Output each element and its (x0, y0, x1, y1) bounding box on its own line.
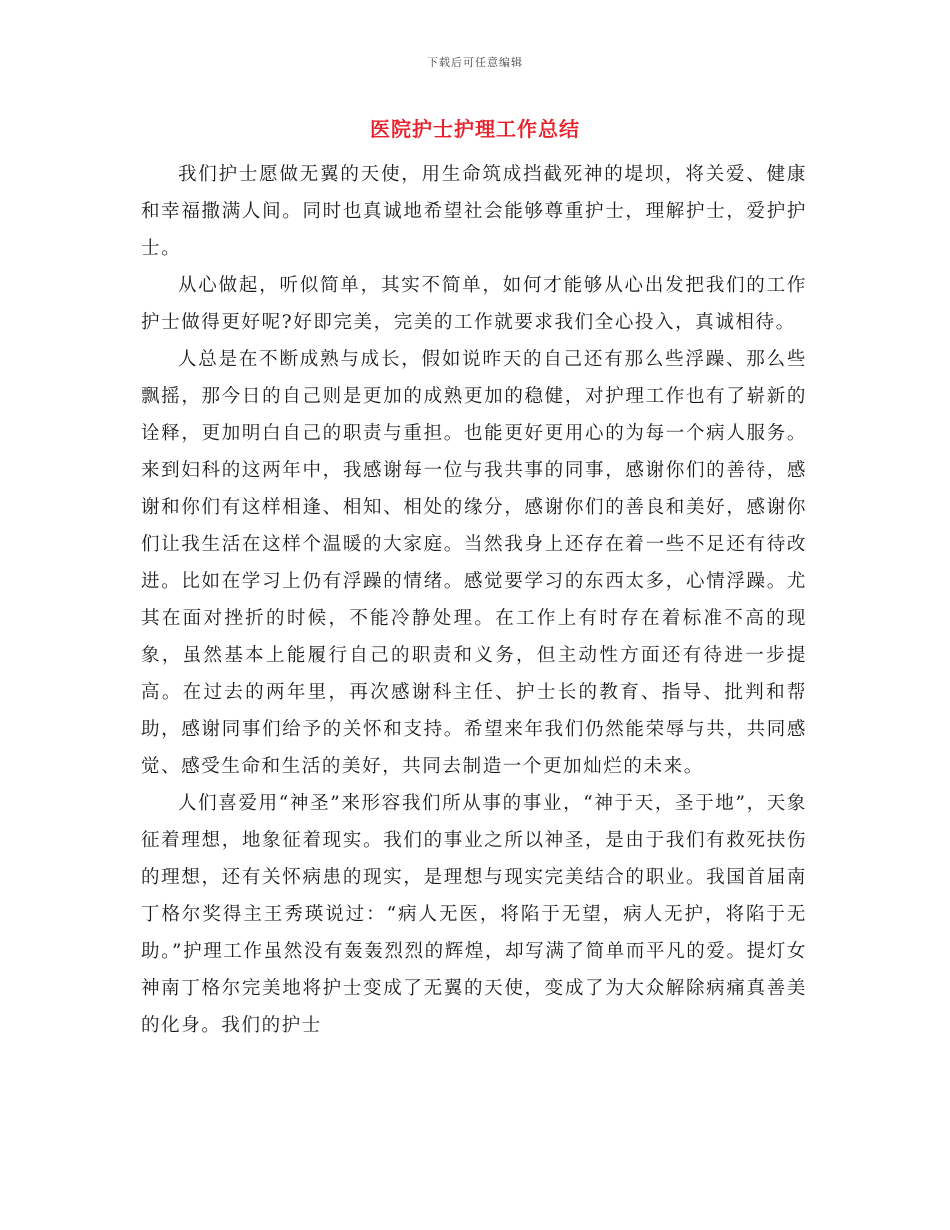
header-note: 下载后可任意编辑 (427, 56, 523, 69)
paragraph-1: 我们护士愿做无翼的天使，用生命筑成挡截死神的堤坝，将关爱、健康和幸福撒满人间。同时也真诚地希望社会能够尊重护士，理解护士，爱护护士。 (141, 164, 807, 259)
document-body (141, 156, 807, 1044)
paragraph-4: 人们喜爱用“神圣”来形容我们所从事的事业，“神于天，圣于地”，天象征着理想，地象征着现实。我们的事业之所以神圣，是由于我们有救死扶伤的理想，还有关怀病患的现实，是理想与现实完美结合的职业。我国首届南丁格尔奖得主王秀瑛说过：“病人无医，将陷于无望，病人无护，将陷于无助。”护理工作虽然没有轰轰烈烈的辉煌，却写满了简单而平凡的爱。提灯女神南丁格尔完美地将护士变成了无翼的天使，变成了为大众解除病痛真善美的化身。我们的护士 (141, 793, 807, 1036)
document-title: 医院护士护理工作总结 (370, 117, 580, 141)
paragraph-3: 人总是在不断成熟与成长，假如说昨天的自己还有那么些浮躁、那么些飘摇，那今日的自己则是更加的成熟更加的稳健，对护理工作也有了崭新的诠释，更加明白自己的职责与重担。也能更好更用心的为每一个病人服务。来到妇科的这两年中，我感谢每一位与我共事的同事，感谢你们的善待，感谢和你们有这样相逢、相知、相处的缘分，感谢你们的善良和美好，感谢你们让我生活在这样个温暖的大家庭。当然我身上还存在着一些不足还有待改进。比如在学习上仍有浮躁的情绪。感觉要学习的东西太多，心情浮躁。尤其在面对挫折的时候，不能冷静处理。在工作上有时存在着标准不高的现象，虽然基本上能履行自己的职责和义务，但主动性方面还有待进一步提高。在过去的两年里，再次感谢科主任、护士长的教育、指导、批判和帮助，感谢同事们给予的关怀和支持。希望来年我们仍然能荣辱与共，共同感觉、感受生命和生活的美好，共同去制造一个更加灿烂的未来。 (141, 349, 807, 777)
paragraph-2: 从心做起，听似简单，其实不简单，如何才能够从心出发把我们的工作护士做得更好呢?好即完美，完美的工作就要求我们全心投入，真诚相待。 (141, 275, 807, 333)
